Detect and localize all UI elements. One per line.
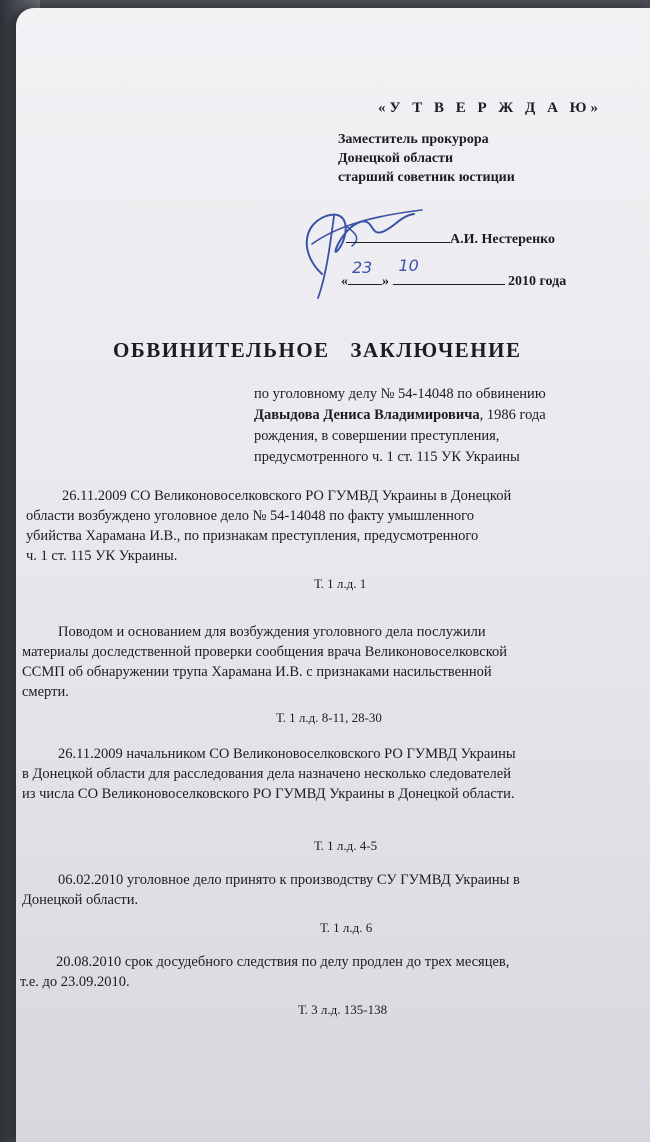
- date-day-handwritten: 23: [352, 258, 373, 277]
- case-line-1: по уголовному делу № 54-14048 по обвинению: [254, 386, 546, 402]
- date-close-quote: »: [382, 274, 389, 289]
- approval-heading: «У Т В Е Р Ж Д А Ю»: [378, 100, 603, 116]
- paragraph-1-line-1: 26.11.2009 СО Великоновоселковского РО ГУМВД Украины в Донецкой: [62, 488, 512, 504]
- signature-line: [346, 232, 555, 248]
- approval-position-line-3: старший советник юстиции: [338, 170, 515, 185]
- approval-position-line-2: Донецкой области: [338, 151, 454, 166]
- date-year: 2010 года: [508, 274, 567, 289]
- paragraph-2: [22, 622, 642, 702]
- document-page: [16, 8, 650, 1142]
- paragraph-5-line-1: 20.08.2010 срок досудебного следствия по делу продлен до трех месяцев,: [56, 954, 510, 970]
- paragraph-1-line-3: убийства Харамана И.В., по признакам преступления, предусмотренного: [26, 528, 479, 544]
- document-title: ОБВИНИТЕЛЬНОЕ ЗАКЛЮЧЕНИЕ: [113, 338, 522, 362]
- case-line-2: [254, 405, 638, 426]
- paragraph-4-line-1: 06.02.2010 уголовное дело принято к производству СУ ГУМВД Украины в: [58, 872, 520, 888]
- paragraph-1: [26, 486, 646, 566]
- paragraph-5-reference: Т. 3 л.д. 135-138: [298, 1002, 388, 1017]
- case-line-3: рождения, в совершении преступления,: [254, 428, 500, 444]
- signatory-name: А.И. Нестеренко: [450, 232, 556, 247]
- paragraph-4: [22, 870, 642, 910]
- defendant-birth-year: , 1986 года: [479, 407, 546, 423]
- paragraph-4-line-2: Донецкой области.: [22, 892, 139, 908]
- paragraph-3-line-1: 26.11.2009 начальником СО Великоновоселковского РО ГУМВД Украины: [58, 746, 516, 762]
- paragraph-2-line-1: Поводом и основанием для возбуждения уголовного дела послужили: [58, 624, 486, 640]
- paragraph-2-reference: Т. 1 л.д. 8-11, 28-30: [276, 710, 382, 725]
- paragraph-5-line-2: т.е. до 23.09.2010.: [20, 974, 130, 990]
- case-description: [254, 384, 638, 468]
- paragraph-1-line-4: ч. 1 ст. 115 УК Украины.: [26, 548, 178, 564]
- paragraph-4-reference: Т. 1 л.д. 6: [320, 920, 373, 935]
- signature-blank: [346, 242, 450, 243]
- paragraph-2-line-3: ССМП об обнаружении трупа Харамана И.В. с признаками насильственной: [22, 664, 492, 680]
- paragraph-1-line-2: области возбуждено уголовное дело № 54-14048 по факту умышленного: [26, 508, 474, 524]
- approval-position-line-1: Заместитель прокурора: [338, 132, 489, 147]
- defendant-name: Давыдова Дениса Владимировича: [254, 407, 480, 423]
- paragraph-3-line-2: в Донецкой области для расследования дела назначено несколько следователей: [22, 766, 511, 782]
- paragraph-2-line-2: материалы доследственной проверки сообщения врача Великоновоселковской: [22, 644, 508, 660]
- date-open-quote: «: [341, 274, 348, 289]
- paragraph-3: [22, 744, 642, 804]
- date-month-handwritten: 10: [398, 256, 419, 275]
- approval-date: [341, 256, 567, 290]
- date-month-field: [393, 256, 505, 285]
- paragraph-5: [20, 952, 640, 992]
- paragraph-2-line-4: смерти.: [22, 684, 69, 700]
- paragraph-3-reference: Т. 1 л.д. 4-5: [314, 838, 378, 853]
- paragraph-1-reference: Т. 1 л.д. 1: [314, 576, 367, 591]
- date-day-field: [348, 258, 382, 285]
- case-line-4: предусмотренного ч. 1 ст. 115 УК Украины: [254, 449, 520, 465]
- paragraph-3-line-3: из числа СО Великоновоселковского РО ГУМВД Украины в Донецкой области.: [22, 786, 515, 802]
